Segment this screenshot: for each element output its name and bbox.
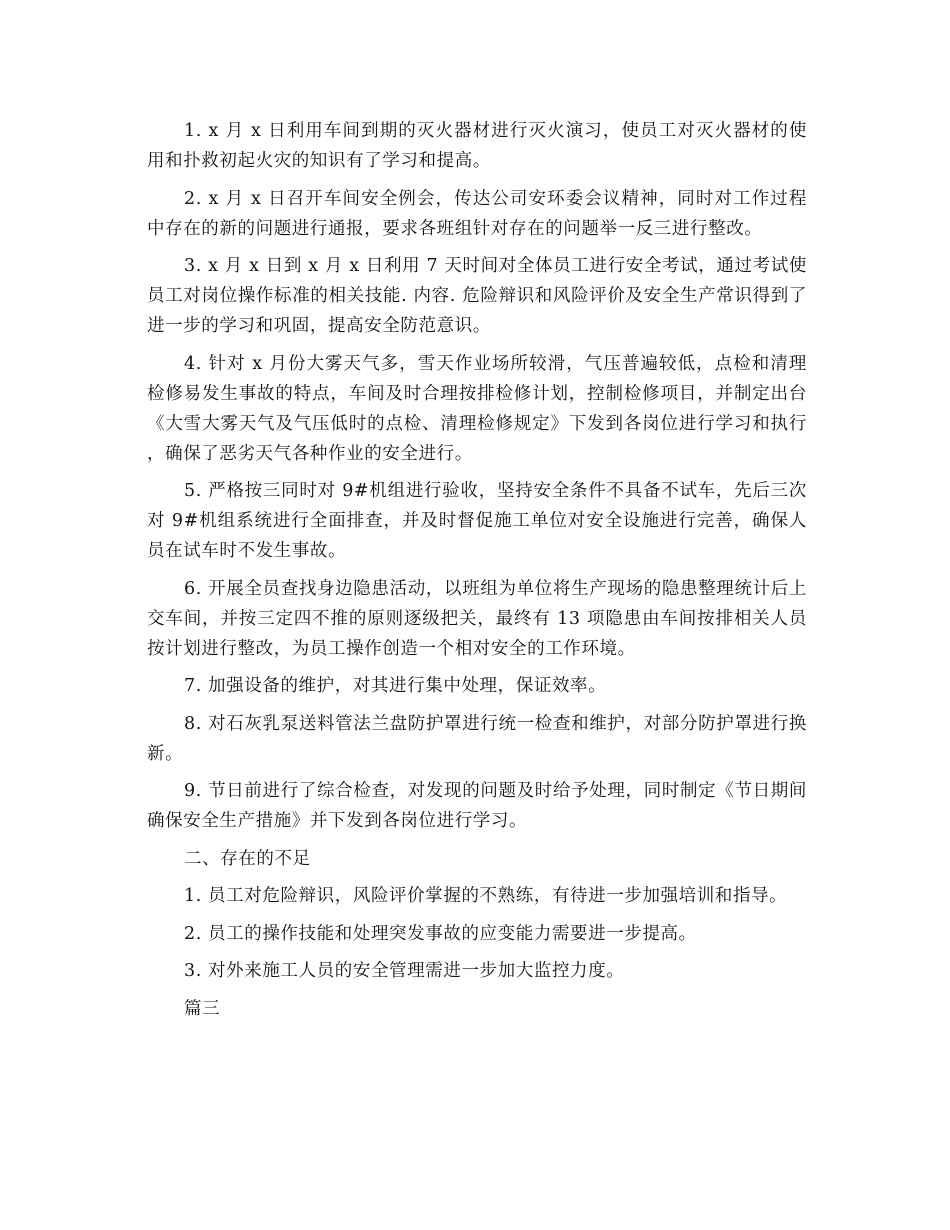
paragraph-item-7: 7. 加强设备的维护，对其进行集中处理，保证效率。 — [184, 676, 607, 696]
paragraph-item-2: 2. x 月 x 日召开车间安全例会，传达公司安环委会议精神，同时对工作过程中存在的新的问题进行通报，要求各班组针对存在的问题举一反三进行整改。 — [147, 188, 807, 239]
paragraph-item-9: 9. 节日前进行了综合检查，对发现的问题及时给予处理，同时制定《节日期间确保安全生产措施》并下发到各岗位进行学习。 — [147, 781, 807, 831]
section-heading-shortcomings: 二、存在的不足 — [184, 848, 311, 869]
section-heading-part-three: 篇三 — [184, 998, 221, 1019]
paragraph-item-6: 6. 开展全员查找身边隐患活动，以班组为单位将生产现场的隐患整理统计后上交车间，并按三定四不推的原则逐级把关，最终有 13 项隐患由车间按排相关人员按计划进行整改，为员工操作创造一个相对安全的工作环境。 — [147, 578, 807, 659]
shortcoming-item-2: 2. 员工的操作技能和处理突发事故的应变能力需要进一步提高。 — [184, 923, 697, 944]
shortcoming-item-1: 1. 员工对危险辩识，风险评价掌握的不熟练，有待进一步加强培训和指导。 — [184, 886, 788, 906]
shortcoming-item-3: 3. 对外来施工人员的安全管理需进一步加大监控力度。 — [184, 961, 625, 981]
paragraph-item-1: 1. x 月 x 日利用车间到期的灭火器材进行灭火演习，使员工对灭火器材的使用和扑救初起火灾的知识有了学习和提高。 — [147, 121, 807, 171]
paragraph-item-8: 8. 对石灰乳泵送料管法兰盘防护罩进行统一检查和维护，对部分防护罩进行换新。 — [147, 713, 807, 764]
paragraph-item-3: 3. x 月 x 日到 x 月 x 日利用 7 天时间对全体员工进行安全考试，通过考试使员工对岗位操作标准的相关技能. 内容. 危险辩识和风险评价及安全生产常识得到了进一步的学习和巩固，提高安全防范意识。 — [147, 256, 807, 336]
paragraph-item-5: 5. 严格按三同时对 9#机组进行验收，坚持安全条件不具备不试车，先后三次对 9#机组系统进行全面排查，并及时督促施工单位对安全设施进行完善，确保人员在试车时不发生事故。 — [147, 481, 807, 561]
paragraph-item-4: 4. 针对 x 月份大雾天气多，雪天作业场所较滑，气压普遍较低，点检和清理检修易发生事故的特点，车间及时合理按排检修计划，控制检修项目，并制定出台《大雪大雾天气及气压低时的点检、清理检修规定》下发到各岗位进行学习和执行，确保了恶劣天气各种作业的安全进行。 — [147, 353, 807, 464]
document-body — [147, 116, 807, 1031]
